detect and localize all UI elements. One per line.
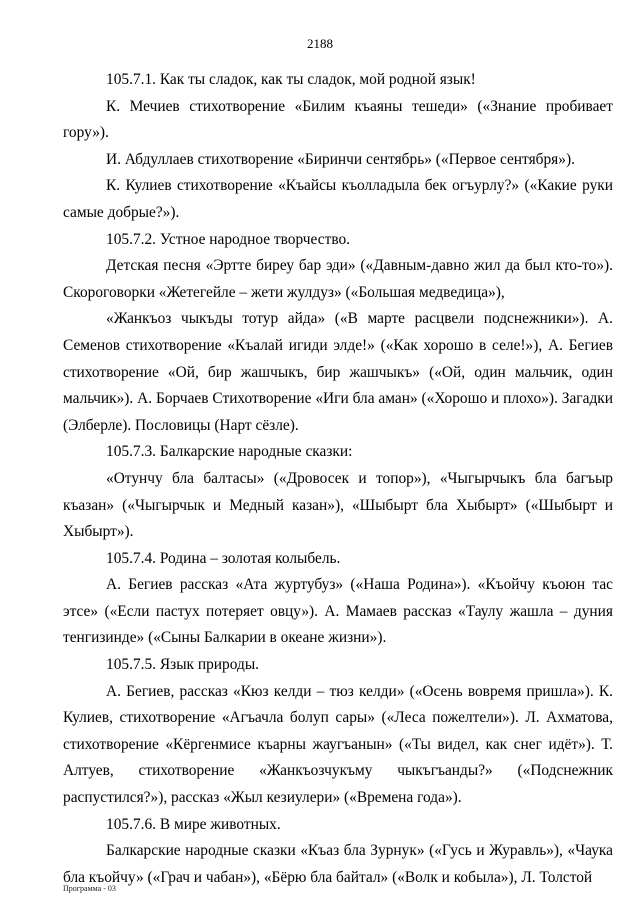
- section-heading: 105.7.2. Устное народное творчество.: [106, 230, 351, 248]
- page-footer: Программа - 03: [63, 884, 116, 893]
- document-body: [63, 67, 613, 891]
- paragraph: «Жанкъоз чыкъды тотур айда» («В марте расцвели подснежники»). А. Семенов стихотворение «Къалай игиди элде!» («Как хорошо в селе!»), А. Бегиев стихотворение «Ой, бир жашчыкъ, бир жашчыкъ» («Ой, один мальчик, один мальчик»). А. Борчаев Стихотворение «Иги бла аман» («Хорошо и плохо»). Загадки (Элберле). Пословицы (Нарт сёзле).: [63, 310, 613, 434]
- paragraph: Детская песня «Эртте биреу бар эди» («Давным-давно жил да был кто-то»). Скороговорки «Жетегейле – жети жулдуз» («Большая медведица»),: [63, 257, 613, 301]
- paragraph: Балкарские народные сказки «Къаз бла Зурнук» («Гусь и Журавль»), «Чаука бла къойчу» («Грач и чабан»), «Бёрю бла байтал» («Волк и кобыла»), Л. Толстой: [63, 842, 613, 886]
- paragraph: К. Кулиев стихотворение «Къайсы къолладыла бек огъурлу?» («Какие руки самые добрые?»).: [63, 177, 613, 221]
- paragraph: И. Абдуллаев стихотворение «Биринчи сентябрь» («Первое сентября»).: [106, 150, 575, 168]
- section-heading: 105.7.4. Родина – золотая колыбель.: [106, 549, 341, 567]
- paragraph: «Отунчу бла балтасы» («Дровосек и топор»), «Чыгырчыкъ бла багъыр къазан» («Чыгырчык и Медный казан»), «Шыбырт бла Хыбырт» («Шыбырт и Хыбырт»).: [63, 469, 613, 541]
- paragraph: А. Бегиев рассказ «Ата журтубуз» («Наша Родина»). «Къойчу къоюн тас этсе» («Если пастух потеряет овцу»). А. Мамаев рассказ «Таулу жашла – дуния тенгизинде» («Сыны Балкарии в океане жизни»).: [63, 576, 613, 647]
- paragraph: К. Мечиев стихотворение «Билим къаяны тешеди» («Знание пробивает гору»).: [63, 97, 613, 142]
- paragraph: 105.7.1. Как ты сладок, как ты сладок, мой родной язык!: [106, 71, 476, 88]
- section-heading: 105.7.5. Язык природы.: [106, 656, 260, 674]
- section-heading: 105.7.6. В мире животных.: [106, 815, 281, 833]
- page-number: 2188: [307, 36, 333, 51]
- section-heading: 105.7.3. Балкарские народные сказки:: [106, 443, 353, 461]
- paragraph: А. Бегиев, рассказ «Кюз келди – тюз келди» («Осень вовремя пришла»). К. Кулиев, стихотворение «Агъачла болуп сары» («Леса пожелтели»). Л. Ахматова, стихотворение «Кёргенмисе къарны жаугъанын» («Ты видел, как снег идёт»). Т. Алтуев, стихотворение «Жанкъозчукъму чыкъгъанды?» («Подснежник распустился?»), рассказ «Жыл кезиулери» («Времена года»).: [63, 682, 613, 807]
